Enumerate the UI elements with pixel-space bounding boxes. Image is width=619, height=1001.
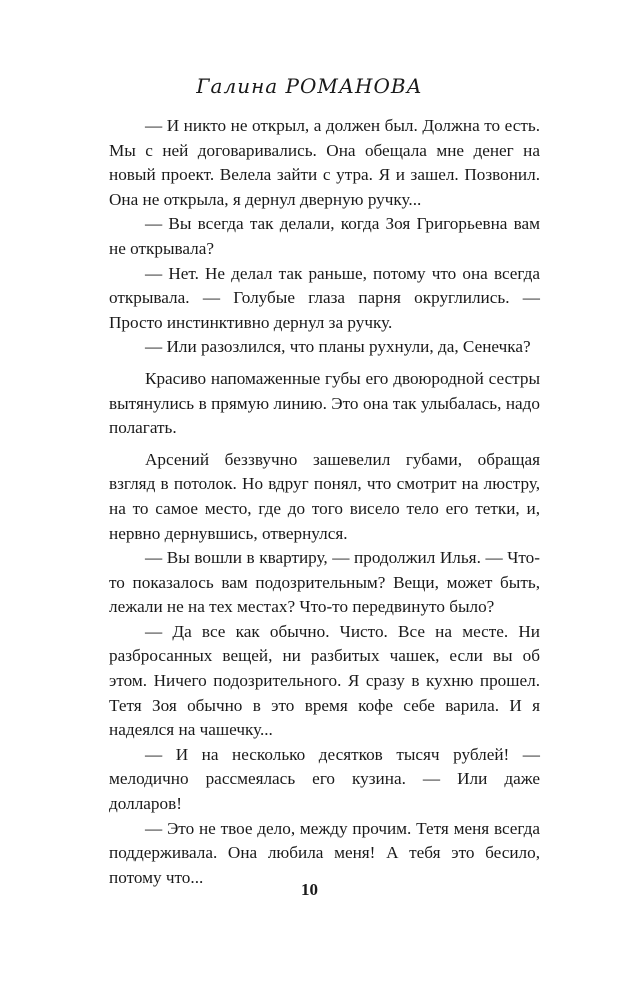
paragraph: Красиво напомаженные губы его двоюродной сестры вытянулись в прямую линию. Это она так улыбалась, надо полагать.: [109, 368, 540, 438]
running-header: Галина РОМАНОВА: [196, 74, 423, 98]
paragraph: — Вы вошли в квартиру, — продолжил Илья. — Что-то показалось вам подозрительным? Вещи, может быть, лежали не на тех местах? Что-то передвинуто было?: [109, 548, 540, 617]
paragraph: — Нет. Не делал так раньше, потому что она всегда открывала. — Голубые глаза парня округлились. — Просто инстинктивно дернул за ручку.: [109, 263, 540, 332]
paragraph: — И никто не открыл, а должен был. Должна то есть. Мы с ней договаривались. Она обещала мне денег на новый проект. Велела зайти с утра. Я и зашел. Позвонил. Она не открыла, я дернул дверную ручку...: [109, 116, 540, 209]
paragraph: — Вы всегда так делали, когда Зоя Григорьевна вам не открывала?: [109, 214, 540, 258]
paragraph: — Это не твое дело, между прочим. Тетя меня всегда поддерживала. Она любила меня! А тебя это бесило, потому что...: [109, 818, 540, 887]
paragraph: — И на несколько десятков тысяч рублей! — мелодично рассмеялась его кузина. — Или даже долларов!: [109, 744, 540, 814]
page-number: 10: [301, 880, 318, 899]
paragraph: Арсений беззвучно зашевелил губами, обращая взгляд в потолок. Но вдруг понял, что смотрит на люстру, на то самое место, где до того висело тело его тетки, и, нервно дернувшись, отвернулся.: [109, 449, 540, 543]
body-text: [109, 114, 540, 890]
paragraph: — Или разозлился, что планы рухнули, да, Сенечка?: [145, 337, 531, 357]
paragraph: — Да все как обычно. Чисто. Все на месте. Ни разбросанных вещей, ни разбитых чашек, если вы об этом. Ничего подозрительного. Я сразу в кухню прошел. Тетя Зоя обычно в это время кофе себе варила. И я надеялся на чашечку...: [109, 621, 540, 740]
